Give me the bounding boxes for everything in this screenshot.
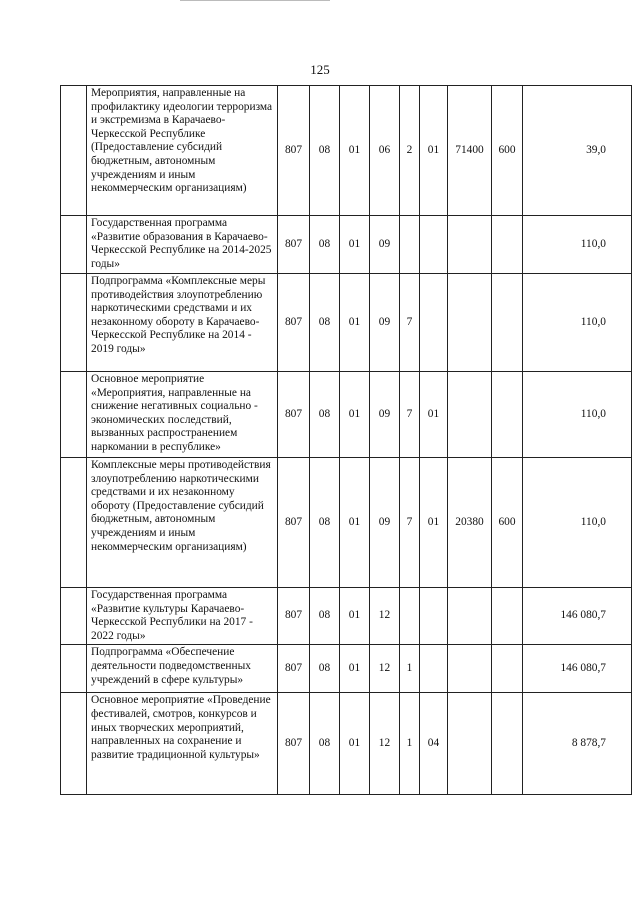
row-amount: 8 878,7 (523, 693, 632, 795)
row-code-c2: 08 (310, 693, 340, 795)
row-code-c7 (448, 216, 492, 274)
row-code-c1: 807 (278, 588, 310, 645)
row-code-c5: 7 (400, 372, 420, 458)
row-code-c4: 09 (370, 216, 400, 274)
row-name: Основное мероприятие «Проведение фестивалей, смотров, конкурсов и иных творческих мероприятий, направленных на сохранение и развитие традиционной культуры» (87, 693, 278, 795)
row-blank-cell (61, 274, 87, 372)
row-code-c4: 12 (370, 588, 400, 645)
row-blank-cell (61, 86, 87, 216)
row-name: Мероприятия, направленные на профилактику идеологии терроризма и экстремизма в Карачаево-Черкесской Республике (Предоставление субсидий бюджетным, автономным учреждениям и иным некоммерческим организациям) (87, 86, 278, 216)
row-code-c5: 7 (400, 274, 420, 372)
row-name: Основное мероприятие «Мероприятия, направленные на снижение негативных социально - экономических последствий, вызванных распространением наркомании в республике» (87, 372, 278, 458)
row-code-c2: 08 (310, 645, 340, 693)
row-code-c1: 807 (278, 645, 310, 693)
page-number: 125 (310, 62, 330, 77)
row-blank-cell (61, 588, 87, 645)
row-code-c2: 08 (310, 274, 340, 372)
table-row (61, 274, 632, 372)
row-code-c3: 01 (340, 645, 370, 693)
row-code-c3: 01 (340, 274, 370, 372)
budget-table (60, 85, 632, 795)
row-code-c5: 1 (400, 645, 420, 693)
table-row (61, 372, 632, 458)
row-code-c2: 08 (310, 458, 340, 588)
row-name: Подпрограмма «Комплексные меры противодействия злоупотреблению наркотическими средствами и их незаконному обороту в Карачаево-Черкесской Республике на 2014 - 2019 годы» (87, 274, 278, 372)
row-code-c7 (448, 588, 492, 645)
row-blank-cell (61, 216, 87, 274)
row-code-c2: 08 (310, 216, 340, 274)
row-amount: 110,0 (523, 458, 632, 588)
row-blank-cell (61, 645, 87, 693)
row-code-c4: 12 (370, 645, 400, 693)
row-code-c6 (420, 274, 448, 372)
row-code-c8 (492, 693, 523, 795)
row-blank-cell (61, 693, 87, 795)
table-row (61, 216, 632, 274)
row-code-c5: 2 (400, 86, 420, 216)
row-code-c7 (448, 645, 492, 693)
row-amount: 110,0 (523, 372, 632, 458)
table-row (61, 458, 632, 588)
row-code-c3: 01 (340, 588, 370, 645)
row-code-c5 (400, 216, 420, 274)
row-code-c7 (448, 693, 492, 795)
row-name: Комплексные меры противодействия злоупотреблению наркотическими средствами и их незаконному обороту (Предоставление субсидий бюджетным, автономным учреждениям и иным некоммерческим организациям) (87, 458, 278, 588)
row-code-c3: 01 (340, 372, 370, 458)
row-code-c3: 01 (340, 86, 370, 216)
row-code-c6 (420, 588, 448, 645)
row-code-c4: 09 (370, 274, 400, 372)
row-code-c6: 01 (420, 372, 448, 458)
row-code-c7 (448, 372, 492, 458)
row-amount: 110,0 (523, 216, 632, 274)
row-code-c5 (400, 588, 420, 645)
row-code-c4: 06 (370, 86, 400, 216)
row-code-c2: 08 (310, 588, 340, 645)
row-code-c2: 08 (310, 372, 340, 458)
row-amount: 39,0 (523, 86, 632, 216)
row-code-c1: 807 (278, 86, 310, 216)
row-code-c8 (492, 274, 523, 372)
row-code-c4: 09 (370, 458, 400, 588)
table-row (61, 645, 632, 693)
row-blank-cell (61, 458, 87, 588)
row-code-c4: 09 (370, 372, 400, 458)
row-code-c8 (492, 645, 523, 693)
row-code-c8 (492, 588, 523, 645)
row-code-c3: 01 (340, 216, 370, 274)
row-amount: 110,0 (523, 274, 632, 372)
row-code-c2: 08 (310, 86, 340, 216)
row-amount: 146 080,7 (523, 645, 632, 693)
row-code-c1: 807 (278, 216, 310, 274)
row-code-c6: 01 (420, 86, 448, 216)
row-code-c7: 20380 (448, 458, 492, 588)
row-code-c5: 7 (400, 458, 420, 588)
row-code-c5: 1 (400, 693, 420, 795)
row-code-c1: 807 (278, 372, 310, 458)
table-row (61, 693, 632, 795)
row-code-c6 (420, 645, 448, 693)
row-name: Подпрограмма «Обеспечение деятельности подведомственных учреждений в сфере культуры» (87, 645, 278, 693)
row-amount: 146 080,7 (523, 588, 632, 645)
table-row (61, 86, 632, 216)
scan-top-line (180, 0, 330, 1)
row-name: Государственная программа «Развитие культуры Карачаево-Черкесской Республики на 2017 - 2022 годы» (87, 588, 278, 645)
row-code-c1: 807 (278, 458, 310, 588)
row-code-c6: 01 (420, 458, 448, 588)
row-code-c1: 807 (278, 274, 310, 372)
row-code-c8 (492, 216, 523, 274)
row-code-c4: 12 (370, 693, 400, 795)
row-code-c3: 01 (340, 458, 370, 588)
row-code-c6: 04 (420, 693, 448, 795)
row-code-c6 (420, 216, 448, 274)
row-blank-cell (61, 372, 87, 458)
row-code-c7: 71400 (448, 86, 492, 216)
row-code-c8: 600 (492, 458, 523, 588)
row-code-c8: 600 (492, 86, 523, 216)
row-code-c1: 807 (278, 693, 310, 795)
row-code-c7 (448, 274, 492, 372)
row-code-c3: 01 (340, 693, 370, 795)
row-name: Государственная программа «Развитие образования в Карачаево-Черкесской Республике на 2014-2025 годы» (87, 216, 278, 274)
row-code-c8 (492, 372, 523, 458)
table-row (61, 588, 632, 645)
